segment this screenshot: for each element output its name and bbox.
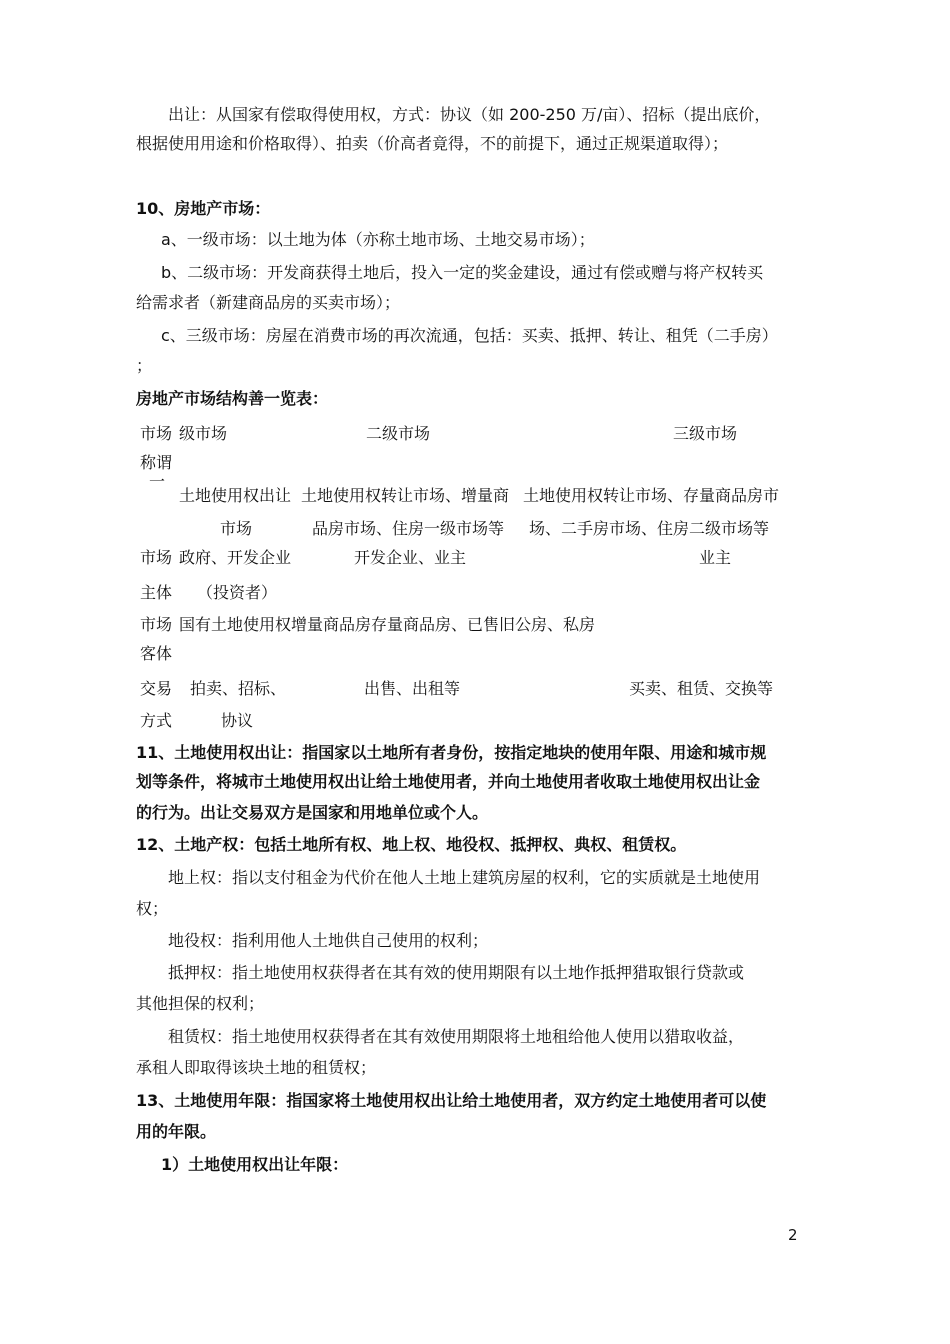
names-tertiary-line-2: 场、二手房市场、住房二级市场等 bbox=[529, 519, 770, 538]
transfer-paragraph-line-1: 出让：从国家有偿取得使用权，方式：协议（如 200-250 万/亩）、招标（提出底价， bbox=[168, 105, 771, 124]
easement-right: 地役权：指利用他人土地供自己使用的权利； bbox=[168, 931, 489, 950]
page-number: 2 bbox=[788, 1226, 798, 1244]
lease-right-line-1: 租赁权：指土地使用权获得者在其有效使用期限将土地租给他人使用以猎取收益， bbox=[168, 1027, 745, 1046]
lease-right-line-2: 承租人即取得该块土地的租赁权； bbox=[136, 1058, 377, 1077]
market-structure-table-title: 房地产市场结构善一览表： bbox=[136, 389, 329, 408]
names-secondary-line-2: 品房市场、住房一级市场等 bbox=[312, 519, 505, 538]
header-primary-market: 级市场 bbox=[179, 424, 228, 443]
header-tertiary-market: 三级市场 bbox=[673, 424, 738, 443]
object-label-line-1: 市场 bbox=[140, 615, 173, 634]
section-12-heading: 12、土地产权：包括土地所有权、地上权、地役权、抵押权、典权、租赁权。 bbox=[136, 835, 687, 854]
method-primary-line-1: 拍卖、招标、 bbox=[190, 679, 287, 698]
header-primary-dash: 一 bbox=[149, 472, 166, 491]
transfer-paragraph-line-2: 根据使用用途和价格取得）、拍卖（价高者竟得，不的前提下，通过正规渠道取得）； bbox=[136, 134, 729, 153]
mortgage-right-line-2: 其他担保的权利； bbox=[136, 994, 265, 1013]
method-label-line-2: 方式 bbox=[140, 711, 173, 730]
section-13-subheading: 1）土地使用权出让年限： bbox=[161, 1155, 349, 1174]
tertiary-market-item-line-2: ； bbox=[136, 356, 153, 375]
surface-right-line-2: 权； bbox=[136, 899, 169, 918]
secondary-market-item-line-2: 给需求者（新建商品房的买卖市场）； bbox=[136, 293, 401, 312]
subject-label-line-1: 市场 bbox=[140, 548, 173, 567]
header-secondary-market: 二级市场 bbox=[366, 424, 431, 443]
method-primary-line-2: 协议 bbox=[221, 711, 254, 730]
header-market-label: 市场 bbox=[140, 424, 173, 443]
section-10-heading: 10、房地产市场： bbox=[136, 199, 271, 218]
subject-primary-line-2: （投资者） bbox=[197, 583, 278, 602]
names-primary-line-2: 市场 bbox=[220, 519, 253, 538]
method-secondary: 出售、出租等 bbox=[364, 679, 461, 698]
section-11-line-1: 11、土地使用权出让：指国家以土地所有者身份，按指定地块的使用年限、用途和城市规 bbox=[136, 743, 767, 762]
section-13-line-1: 13、土地使用年限：指国家将土地使用权出让给土地使用者，双方约定土地使用者可以使 bbox=[136, 1091, 767, 1110]
method-label-line-1: 交易 bbox=[140, 679, 173, 698]
subject-tertiary: 业主 bbox=[699, 548, 732, 567]
section-11-line-3: 的行为。出让交易双方是国家和用地单位或个人。 bbox=[136, 803, 489, 822]
mortgage-right-line-1: 抵押权：指土地使用权获得者在其有效的使用期限有以土地作抵押猎取银行贷款或 bbox=[168, 963, 745, 982]
method-tertiary: 买卖、租赁、交换等 bbox=[629, 679, 774, 698]
primary-market-item: a、一级市场：以土地为体（亦称土地市场、土地交易市场）； bbox=[161, 230, 595, 249]
names-tertiary-line-1: 土地使用权转让市场、存量商品房市 bbox=[523, 486, 780, 505]
subject-primary-line-1: 政府、开发企业 bbox=[179, 548, 292, 567]
subject-secondary: 开发企业、业主 bbox=[354, 548, 467, 567]
secondary-market-item-line-1: b、二级市场：开发商获得土地后，投入一定的奖金建设，通过有偿或赠与将产权转买 bbox=[161, 263, 764, 282]
header-name-label: 称谓 bbox=[140, 453, 173, 472]
object-label-line-2: 客体 bbox=[140, 644, 173, 663]
subject-label-line-2: 主体 bbox=[140, 583, 173, 602]
surface-right-line-1: 地上权：指以支付租金为代价在他人土地上建筑房屋的权利，它的实质就是土地使用 bbox=[168, 868, 761, 887]
section-13-line-2: 用的年限。 bbox=[136, 1122, 217, 1141]
object-values: 国有土地使用权增量商品房存量商品房、已售旧公房、私房 bbox=[179, 615, 596, 634]
names-primary-line-1: 土地使用权出让 bbox=[179, 486, 292, 505]
names-secondary-line-1: 土地使用权转让市场、增量商 bbox=[301, 486, 510, 505]
section-11-line-2: 划等条件，将城市土地使用权出让给土地使用者，并向土地使用者收取土地使用权出让金 bbox=[136, 772, 761, 791]
tertiary-market-item-line-1: c、三级市场：房屋在消费市场的再次流通，包括：买卖、抵押、转让、租凭（二手房） bbox=[161, 326, 778, 345]
